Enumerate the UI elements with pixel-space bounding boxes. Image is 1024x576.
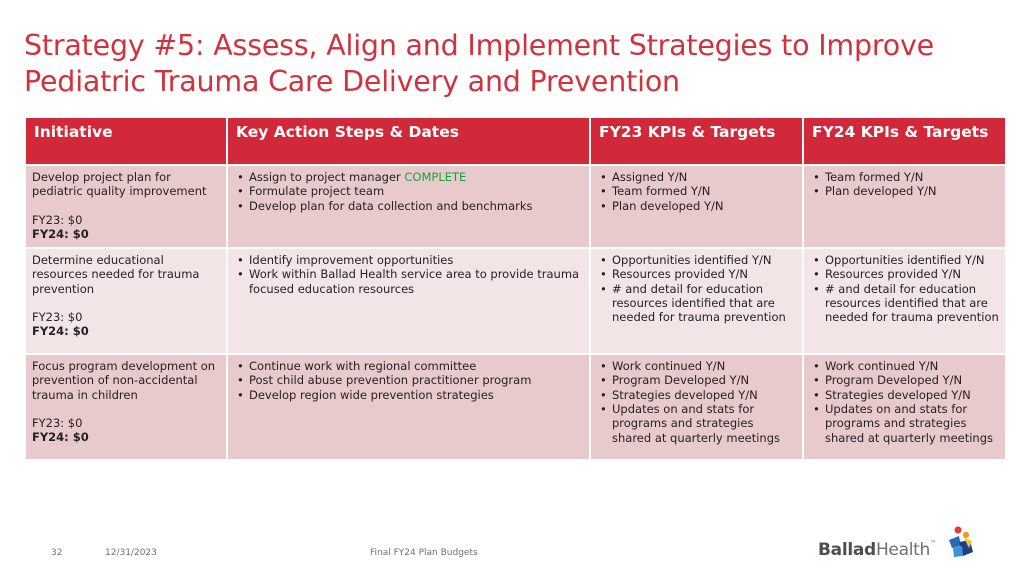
kpi-item: • Team formed Y/N (810, 170, 999, 184)
kpi-item: • Opportunities identified Y/N (810, 253, 999, 267)
fy24-budget: FY24: $0 (32, 324, 89, 339)
actions-cell (227, 354, 590, 460)
fy24-kpis-cell (803, 165, 1006, 248)
kpi-item: • Assigned Y/N (597, 170, 796, 184)
fy23-kpis-cell (590, 165, 803, 248)
header-key-action-steps: Key Action Steps & Dates (227, 117, 590, 165)
kpi-item: • Updates on and stats for programs and strategies shared at quarterly meetings (810, 402, 999, 445)
initiative-text: Develop project plan for pediatric quality improvement (32, 170, 207, 199)
kpi-item: • Program Developed Y/N (810, 373, 999, 387)
fy24-kpis-cell (803, 248, 1006, 354)
footer-date: 12/31/2023 (105, 548, 157, 558)
action-item: • Assign to project manager COMPLETE (234, 170, 583, 184)
logo-wordmark: BalladHealth™ (818, 540, 936, 560)
action-item: • Formulate project team (234, 184, 583, 198)
header-fy24-kpis: FY24 KPIs & Targets (803, 117, 1006, 165)
table-row (25, 165, 1006, 248)
actions-cell (227, 248, 590, 354)
ballad-health-logo (818, 526, 978, 560)
kpi-item: • Opportunities identified Y/N (597, 253, 796, 267)
initiative-cell (25, 248, 227, 354)
kpi-item: • Work continued Y/N (810, 359, 999, 373)
strategy-table (24, 116, 1007, 461)
fy23-kpis-cell (590, 248, 803, 354)
kpi-item: • Strategies developed Y/N (810, 388, 999, 402)
action-item: • Post child abuse prevention practitioner program (234, 373, 583, 387)
table-header-row (25, 117, 1006, 165)
fy24-budget: FY24: $0 (32, 430, 89, 445)
header-fy23-kpis: FY23 KPIs & Targets (590, 117, 803, 165)
table-row (25, 248, 1006, 354)
fy23-kpis-cell (590, 354, 803, 460)
status-complete-badge: COMPLETE (404, 170, 467, 184)
action-item: • Develop plan for data collection and benchmarks (234, 199, 583, 213)
kpi-item: • Strategies developed Y/N (597, 388, 796, 402)
initiative-cell (25, 354, 227, 460)
kpi-item: • Team formed Y/N (597, 184, 796, 198)
kpi-item: • Resources provided Y/N (810, 267, 999, 281)
action-item: • Work within Ballad Health service area to provide trauma focused education resources (234, 267, 583, 296)
fy24-kpis-cell (803, 354, 1006, 460)
fy24-budget: FY24: $0 (32, 226, 89, 241)
ballad-health-logo-icon (946, 526, 976, 558)
fy23-budget: FY23: $0 (32, 212, 83, 227)
kpi-item: • Program Developed Y/N (597, 373, 796, 387)
actions-cell (227, 165, 590, 248)
kpi-item: • # and detail for education resources identified that are needed for trauma prevention (597, 282, 796, 325)
kpi-item: • Resources provided Y/N (597, 267, 796, 281)
initiative-text: Determine educational resources needed for trauma prevention (32, 253, 200, 296)
fy23-budget: FY23: $0 (32, 310, 83, 325)
action-item: • Develop region wide prevention strategies (234, 388, 583, 402)
fy23-budget: FY23: $0 (32, 416, 83, 431)
kpi-item: • Plan developed Y/N (597, 199, 796, 213)
table-row (25, 354, 1006, 460)
initiative-cell (25, 165, 227, 248)
kpi-item: • Work continued Y/N (597, 359, 796, 373)
initiative-text: Focus program development on prevention of non-accidental trauma in children (32, 359, 216, 402)
page-number: 32 (51, 548, 63, 558)
header-initiative: Initiative (25, 117, 227, 165)
kpi-item: • Updates on and stats for programs and strategies shared at quarterly meetings (597, 402, 796, 445)
kpi-item: • Plan developed Y/N (810, 184, 999, 198)
action-item: • Identify improvement opportunities (234, 253, 583, 267)
slide-title: Strategy #5: Assess, Align and Implement Strategies to Improve Pediatric Trauma Care Delivery and Prevention (24, 29, 934, 98)
action-item: • Continue work with regional committee (234, 359, 583, 373)
footer-document-name: Final FY24 Plan Budgets (370, 548, 478, 558)
kpi-item: • # and detail for education resources identified that are needed for trauma prevention (810, 282, 999, 325)
